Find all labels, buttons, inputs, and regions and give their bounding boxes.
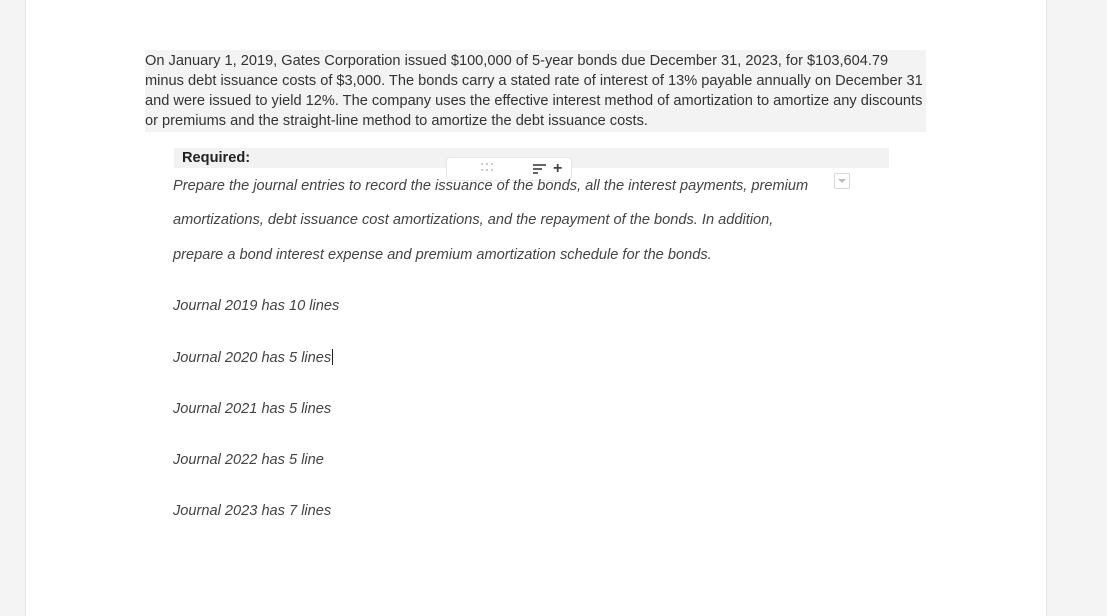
required-line-2: amortizations, debt issuance cost amortizations, and the repayment of the bonds. In addition, [173,212,774,228]
journal-2019-line: Journal 2019 has 10 lines [173,298,340,314]
journal-2022-line: Journal 2022 has 5 line [173,452,324,468]
required-line-3: prepare a bond interest expense and premium amortization schedule for the bonds. [173,247,712,263]
text-cursor [332,349,333,365]
required-heading: Required: [182,150,251,166]
journal-2023-line: Journal 2023 has 7 lines [173,503,332,519]
drag-handle-icon[interactable] [481,163,495,173]
chevron-down-icon[interactable] [834,173,850,189]
journal-2021-line: Journal 2021 has 5 lines [173,401,332,417]
journal-2020-text: Journal 2020 has 5 lines [173,350,332,366]
sort-lines-icon[interactable] [533,164,546,174]
document-page [25,0,1047,616]
problem-statement: On January 1, 2019, Gates Corporation issued $100,000 of 5-year bonds due December 31, 2023, for $103,604.79 minus debt issuance costs of $3,000. The bonds carry a stated rate of interest of 13% payable annually on December 31 and were issued to yield 12%. The company uses the effective interest method of amortization to amortize any discounts or premiums and the straight-line method to amortize the debt issuance costs. [145,50,926,132]
required-line-1: Prepare the journal entries to record the issuance of the bonds, all the interest payments, premium [173,178,809,194]
plus-icon[interactable]: + [553,160,563,177]
journal-2020-line[interactable] [173,348,333,368]
